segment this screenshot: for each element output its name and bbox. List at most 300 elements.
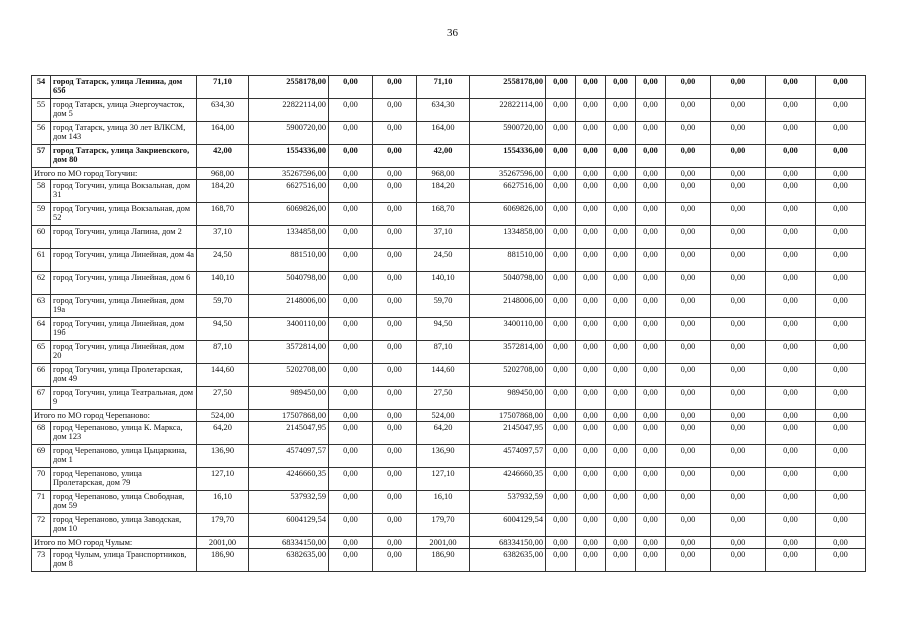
value-cell: 0,00 [816, 226, 866, 249]
value-cell: 1334858,00 [470, 226, 546, 249]
value-cell: 1554336,00 [470, 145, 546, 168]
value-cell: 144,60 [197, 364, 249, 387]
value-cell: 0,00 [816, 549, 866, 572]
value-cell: 0,00 [816, 122, 866, 145]
value-cell: 3572814,00 [249, 341, 329, 364]
value-cell: 0,00 [816, 514, 866, 537]
value-cell: 0,00 [329, 491, 373, 514]
value-cell: 24,50 [197, 249, 249, 272]
value-cell: 42,00 [417, 145, 470, 168]
value-cell: 3400110,00 [470, 318, 546, 341]
value-cell: 0,00 [329, 180, 373, 203]
value-cell: 0,00 [636, 410, 666, 422]
value-cell: 0,00 [766, 549, 816, 572]
value-cell: 0,00 [576, 145, 606, 168]
value-cell: 0,00 [636, 226, 666, 249]
value-cell: 0,00 [606, 99, 636, 122]
value-cell: 0,00 [636, 491, 666, 514]
value-cell: 0,00 [606, 145, 636, 168]
value-cell: 5202708,00 [249, 364, 329, 387]
table-row [32, 549, 866, 572]
value-cell: 0,00 [816, 203, 866, 226]
value-cell: 0,00 [329, 468, 373, 491]
value-cell: 0,00 [576, 76, 606, 99]
value-cell: 0,00 [711, 468, 766, 491]
value-cell: 94,50 [417, 318, 470, 341]
value-cell: 59,70 [417, 295, 470, 318]
value-cell: 0,00 [373, 537, 417, 549]
value-cell: 127,10 [417, 468, 470, 491]
value-cell: 0,00 [606, 410, 636, 422]
value-cell: 0,00 [606, 318, 636, 341]
row-number: 69 [32, 445, 51, 468]
value-cell: 0,00 [666, 549, 711, 572]
value-cell: 0,00 [766, 491, 816, 514]
value-cell: 17507868,00 [470, 410, 546, 422]
value-cell: 0,00 [576, 122, 606, 145]
value-cell: 0,00 [576, 468, 606, 491]
value-cell: 0,00 [606, 122, 636, 145]
value-cell: 0,00 [766, 226, 816, 249]
row-number: 68 [32, 422, 51, 445]
value-cell: 0,00 [373, 145, 417, 168]
value-cell: 0,00 [373, 318, 417, 341]
value-cell: 186,90 [197, 549, 249, 572]
value-cell: 0,00 [711, 203, 766, 226]
value-cell: 0,00 [546, 76, 576, 99]
value-cell: 0,00 [636, 445, 666, 468]
row-number: 66 [32, 364, 51, 387]
value-cell: 0,00 [329, 122, 373, 145]
value-cell: 0,00 [766, 514, 816, 537]
value-cell: 0,00 [606, 514, 636, 537]
value-cell: 968,00 [197, 168, 249, 180]
value-cell: 0,00 [373, 272, 417, 295]
value-cell: 0,00 [546, 249, 576, 272]
value-cell: 0,00 [711, 180, 766, 203]
value-cell: 0,00 [636, 549, 666, 572]
value-cell: 0,00 [546, 145, 576, 168]
value-cell: 0,00 [711, 318, 766, 341]
value-cell: 68334150,00 [249, 537, 329, 549]
value-cell: 0,00 [666, 387, 711, 410]
value-cell: 0,00 [576, 364, 606, 387]
total-label: Итого по МО город Черепаново: [32, 410, 197, 422]
address-cell: город Тогучин, улица Театральная, дом 9 [51, 387, 197, 410]
address-cell: город Чулым, улица Транспортников, дом 8 [51, 549, 197, 572]
value-cell: 0,00 [546, 491, 576, 514]
value-cell: 3400110,00 [249, 318, 329, 341]
value-cell: 0,00 [576, 537, 606, 549]
value-cell: 0,00 [606, 76, 636, 99]
table-row [32, 180, 866, 203]
value-cell: 0,00 [711, 341, 766, 364]
value-cell: 0,00 [546, 537, 576, 549]
value-cell: 0,00 [766, 410, 816, 422]
value-cell: 0,00 [636, 468, 666, 491]
value-cell: 0,00 [666, 445, 711, 468]
value-cell: 4574097,57 [470, 445, 546, 468]
row-number: 55 [32, 99, 51, 122]
value-cell: 0,00 [766, 537, 816, 549]
table-row [32, 422, 866, 445]
value-cell: 0,00 [606, 180, 636, 203]
value-cell: 0,00 [546, 445, 576, 468]
value-cell: 0,00 [666, 468, 711, 491]
value-cell: 0,00 [666, 226, 711, 249]
value-cell: 1554336,00 [249, 145, 329, 168]
value-cell: 184,20 [417, 180, 470, 203]
value-cell: 0,00 [816, 387, 866, 410]
value-cell: 0,00 [666, 318, 711, 341]
address-cell: город Черепаново, улица Цыцаркина, дом 1 [51, 445, 197, 468]
value-cell: 0,00 [816, 341, 866, 364]
value-cell: 0,00 [576, 549, 606, 572]
value-cell: 989450,00 [470, 387, 546, 410]
value-cell: 0,00 [766, 295, 816, 318]
value-cell: 0,00 [816, 168, 866, 180]
row-number: 59 [32, 203, 51, 226]
value-cell: 0,00 [636, 422, 666, 445]
total-row [32, 168, 866, 180]
value-cell: 2145047,95 [249, 422, 329, 445]
value-cell: 0,00 [766, 76, 816, 99]
value-cell: 0,00 [816, 491, 866, 514]
value-cell: 0,00 [636, 180, 666, 203]
value-cell: 0,00 [816, 468, 866, 491]
value-cell: 0,00 [576, 410, 606, 422]
table-row [32, 145, 866, 168]
value-cell: 0,00 [666, 99, 711, 122]
value-cell: 0,00 [329, 387, 373, 410]
row-number: 70 [32, 468, 51, 491]
value-cell: 0,00 [546, 468, 576, 491]
value-cell: 168,70 [197, 203, 249, 226]
table-row [32, 203, 866, 226]
value-cell: 6627516,00 [470, 180, 546, 203]
table-row [32, 514, 866, 537]
value-cell: 0,00 [546, 422, 576, 445]
value-cell: 881510,00 [470, 249, 546, 272]
value-cell: 71,10 [417, 76, 470, 99]
value-cell: 71,10 [197, 76, 249, 99]
address-cell: город Татарск, улица Закриевского, дом 80 [51, 145, 197, 168]
value-cell: 0,00 [329, 99, 373, 122]
value-cell: 4246660,35 [470, 468, 546, 491]
address-cell: город Черепаново, улица Пролетарская, дом 79 [51, 468, 197, 491]
value-cell: 0,00 [711, 99, 766, 122]
address-cell: город Татарск, улица Энергоучасток, дом 5 [51, 99, 197, 122]
address-cell: город Тогучин, улица Линейная, дом 20 [51, 341, 197, 364]
value-cell: 140,10 [417, 272, 470, 295]
value-cell: 0,00 [766, 168, 816, 180]
value-cell: 0,00 [636, 99, 666, 122]
table-row [32, 122, 866, 145]
value-cell: 0,00 [766, 272, 816, 295]
value-cell: 2001,00 [417, 537, 470, 549]
value-cell: 4574097,57 [249, 445, 329, 468]
value-cell: 0,00 [606, 537, 636, 549]
table-row [32, 387, 866, 410]
value-cell: 0,00 [816, 410, 866, 422]
value-cell: 94,50 [197, 318, 249, 341]
address-cell: город Тогучин, улица Вокзальная, дом 52 [51, 203, 197, 226]
table-row [32, 226, 866, 249]
row-number: 61 [32, 249, 51, 272]
value-cell: 5900720,00 [470, 122, 546, 145]
value-cell: 0,00 [329, 226, 373, 249]
value-cell: 179,70 [417, 514, 470, 537]
value-cell: 0,00 [636, 295, 666, 318]
value-cell: 989450,00 [249, 387, 329, 410]
value-cell: 0,00 [546, 514, 576, 537]
total-row [32, 410, 866, 422]
value-cell: 5900720,00 [249, 122, 329, 145]
value-cell: 0,00 [373, 168, 417, 180]
value-cell: 168,70 [417, 203, 470, 226]
value-cell: 16,10 [197, 491, 249, 514]
value-cell: 6382635,00 [249, 549, 329, 572]
value-cell: 0,00 [576, 226, 606, 249]
value-cell: 0,00 [373, 387, 417, 410]
value-cell: 0,00 [766, 145, 816, 168]
value-cell: 0,00 [546, 341, 576, 364]
value-cell: 0,00 [576, 249, 606, 272]
value-cell: 22822114,00 [470, 99, 546, 122]
value-cell: 0,00 [766, 249, 816, 272]
value-cell: 0,00 [576, 295, 606, 318]
value-cell: 0,00 [711, 445, 766, 468]
value-cell: 0,00 [576, 387, 606, 410]
table-row [32, 364, 866, 387]
value-cell: 0,00 [666, 76, 711, 99]
value-cell: 0,00 [576, 422, 606, 445]
value-cell: 0,00 [329, 445, 373, 468]
row-number: 62 [32, 272, 51, 295]
value-cell: 0,00 [711, 272, 766, 295]
total-label: Итого по МО город Тогучин: [32, 168, 197, 180]
value-cell: 0,00 [666, 272, 711, 295]
row-number: 67 [32, 387, 51, 410]
value-cell: 634,30 [197, 99, 249, 122]
value-cell: 0,00 [766, 180, 816, 203]
row-number: 56 [32, 122, 51, 145]
value-cell: 0,00 [546, 226, 576, 249]
value-cell: 0,00 [766, 99, 816, 122]
value-cell: 0,00 [546, 549, 576, 572]
value-cell: 0,00 [666, 422, 711, 445]
value-cell: 2148006,00 [249, 295, 329, 318]
value-cell: 0,00 [329, 76, 373, 99]
value-cell: 0,00 [666, 537, 711, 549]
value-cell: 0,00 [606, 341, 636, 364]
value-cell: 0,00 [636, 387, 666, 410]
value-cell: 0,00 [816, 145, 866, 168]
address-cell: город Тогучин, улица Линейная, дом 19б [51, 318, 197, 341]
value-cell: 0,00 [606, 295, 636, 318]
value-cell: 6627516,00 [249, 180, 329, 203]
row-number: 58 [32, 180, 51, 203]
value-cell: 24,50 [417, 249, 470, 272]
value-cell: 2558178,00 [249, 76, 329, 99]
value-cell: 0,00 [546, 180, 576, 203]
value-cell: 0,00 [816, 537, 866, 549]
value-cell: 0,00 [329, 249, 373, 272]
value-cell: 0,00 [576, 180, 606, 203]
value-cell: 0,00 [576, 445, 606, 468]
value-cell: 35267596,00 [470, 168, 546, 180]
value-cell: 0,00 [636, 76, 666, 99]
value-cell: 0,00 [666, 514, 711, 537]
value-cell: 0,00 [546, 122, 576, 145]
value-cell: 0,00 [816, 76, 866, 99]
value-cell: 0,00 [606, 445, 636, 468]
data-table [31, 75, 866, 572]
value-cell: 22822114,00 [249, 99, 329, 122]
value-cell: 0,00 [606, 422, 636, 445]
table-row [32, 295, 866, 318]
value-cell: 0,00 [576, 99, 606, 122]
value-cell: 136,90 [417, 445, 470, 468]
value-cell: 0,00 [711, 549, 766, 572]
value-cell: 0,00 [766, 468, 816, 491]
value-cell: 0,00 [766, 387, 816, 410]
value-cell: 0,00 [373, 549, 417, 572]
value-cell: 2558178,00 [470, 76, 546, 99]
value-cell: 0,00 [666, 364, 711, 387]
row-number: 54 [32, 76, 51, 99]
table-row [32, 341, 866, 364]
value-cell: 37,10 [417, 226, 470, 249]
value-cell: 0,00 [816, 249, 866, 272]
value-cell: 0,00 [666, 295, 711, 318]
value-cell: 0,00 [666, 203, 711, 226]
value-cell: 87,10 [417, 341, 470, 364]
value-cell: 0,00 [816, 364, 866, 387]
value-cell: 6069826,00 [249, 203, 329, 226]
value-cell: 0,00 [546, 295, 576, 318]
value-cell: 0,00 [606, 272, 636, 295]
value-cell: 0,00 [636, 272, 666, 295]
value-cell: 0,00 [606, 468, 636, 491]
value-cell: 0,00 [711, 295, 766, 318]
value-cell: 0,00 [373, 180, 417, 203]
value-cell: 0,00 [711, 410, 766, 422]
value-cell: 27,50 [197, 387, 249, 410]
value-cell: 0,00 [766, 364, 816, 387]
value-cell: 0,00 [711, 249, 766, 272]
value-cell: 0,00 [329, 422, 373, 445]
value-cell: 634,30 [417, 99, 470, 122]
value-cell: 0,00 [636, 122, 666, 145]
page-number: 36 [447, 27, 458, 39]
value-cell: 4246660,35 [249, 468, 329, 491]
value-cell: 0,00 [766, 445, 816, 468]
value-cell: 537932,59 [470, 491, 546, 514]
value-cell: 0,00 [329, 318, 373, 341]
value-cell: 144,60 [417, 364, 470, 387]
value-cell: 0,00 [606, 491, 636, 514]
address-cell: город Черепаново, улица Заводская, дом 10 [51, 514, 197, 537]
value-cell: 2145047,95 [470, 422, 546, 445]
value-cell: 0,00 [666, 410, 711, 422]
value-cell: 0,00 [766, 318, 816, 341]
value-cell: 0,00 [816, 180, 866, 203]
value-cell: 0,00 [816, 445, 866, 468]
table-row [32, 445, 866, 468]
value-cell: 136,90 [197, 445, 249, 468]
value-cell: 68334150,00 [470, 537, 546, 549]
value-cell: 0,00 [636, 203, 666, 226]
value-cell: 0,00 [546, 410, 576, 422]
value-cell: 0,00 [666, 341, 711, 364]
value-cell: 0,00 [373, 364, 417, 387]
value-cell: 0,00 [711, 491, 766, 514]
value-cell: 0,00 [666, 122, 711, 145]
value-cell: 0,00 [636, 168, 666, 180]
value-cell: 0,00 [329, 272, 373, 295]
value-cell: 0,00 [606, 249, 636, 272]
value-cell: 0,00 [711, 422, 766, 445]
value-cell: 524,00 [197, 410, 249, 422]
value-cell: 5040798,00 [470, 272, 546, 295]
value-cell: 0,00 [606, 549, 636, 572]
value-cell: 37,10 [197, 226, 249, 249]
value-cell: 0,00 [329, 168, 373, 180]
address-cell: город Черепаново, улица Свободная, дом 59 [51, 491, 197, 514]
value-cell: 6004129,54 [470, 514, 546, 537]
table-row [32, 99, 866, 122]
total-label: Итого по МО город Чулым: [32, 537, 197, 549]
value-cell: 0,00 [576, 318, 606, 341]
value-cell: 0,00 [329, 364, 373, 387]
row-number: 64 [32, 318, 51, 341]
value-cell: 0,00 [329, 537, 373, 549]
value-cell: 0,00 [711, 226, 766, 249]
value-cell: 5202708,00 [470, 364, 546, 387]
value-cell: 537932,59 [249, 491, 329, 514]
value-cell: 0,00 [373, 468, 417, 491]
value-cell: 2148006,00 [470, 295, 546, 318]
value-cell: 42,00 [197, 145, 249, 168]
value-cell: 0,00 [711, 514, 766, 537]
value-cell: 0,00 [329, 295, 373, 318]
value-cell: 140,10 [197, 272, 249, 295]
value-cell: 0,00 [666, 180, 711, 203]
value-cell: 0,00 [711, 387, 766, 410]
value-cell: 0,00 [606, 364, 636, 387]
total-row [32, 537, 866, 549]
value-cell: 164,00 [417, 122, 470, 145]
value-cell: 184,20 [197, 180, 249, 203]
value-cell: 0,00 [373, 341, 417, 364]
value-cell: 0,00 [576, 168, 606, 180]
value-cell: 0,00 [576, 491, 606, 514]
value-cell: 0,00 [636, 249, 666, 272]
value-cell: 0,00 [711, 145, 766, 168]
value-cell: 0,00 [606, 387, 636, 410]
row-number: 73 [32, 549, 51, 572]
address-cell: город Тогучин, улица Линейная, дом 4а [51, 249, 197, 272]
value-cell: 0,00 [546, 364, 576, 387]
address-cell: город Тогучин, улица Линейная, дом 19а [51, 295, 197, 318]
value-cell: 524,00 [417, 410, 470, 422]
value-cell: 17507868,00 [249, 410, 329, 422]
value-cell: 0,00 [373, 491, 417, 514]
value-cell: 0,00 [576, 341, 606, 364]
value-cell: 0,00 [373, 410, 417, 422]
value-cell: 5040798,00 [249, 272, 329, 295]
